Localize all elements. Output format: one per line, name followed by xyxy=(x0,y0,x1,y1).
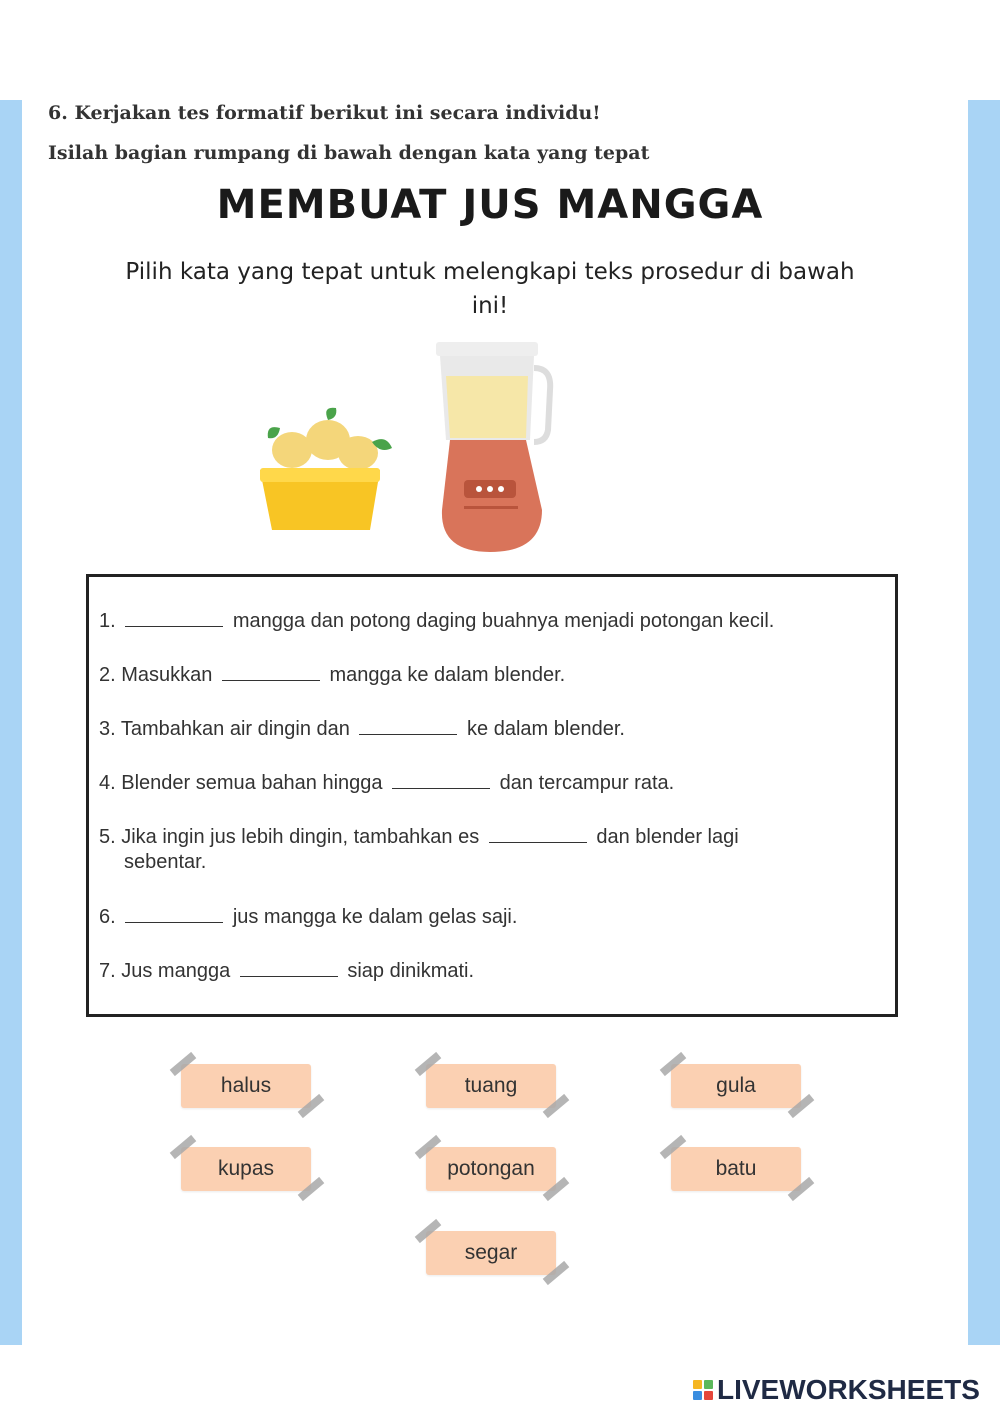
step-3 xyxy=(99,717,625,742)
step-2 xyxy=(99,663,565,688)
procedure-box xyxy=(86,574,898,1017)
step-2-before: 2. Masukkan xyxy=(99,664,213,686)
worksheet-title: MEMBUAT JUS MANGGA xyxy=(216,182,764,228)
liveworksheets-logo-text: LIVEWORKSHEETS xyxy=(717,1374,980,1405)
word-tag-tuang[interactable]: tuang xyxy=(426,1064,556,1108)
step-2-after: mangga ke dalam blender. xyxy=(329,664,566,686)
step-6 xyxy=(99,905,517,930)
step-7-blank[interactable] xyxy=(240,976,338,977)
mango-blender-illustration xyxy=(250,330,570,560)
step-1-before: 1. xyxy=(99,610,116,632)
step-1-blank[interactable] xyxy=(125,626,223,627)
step-1 xyxy=(99,609,774,634)
liveworksheets-logo xyxy=(693,1374,980,1406)
step-4-blank[interactable] xyxy=(392,788,490,789)
step-5 xyxy=(99,825,739,850)
word-tag-segar[interactable]: segar xyxy=(426,1231,556,1275)
step-4-after: dan tercampur rata. xyxy=(499,772,675,794)
instruction-line-2: Isilah bagian rumpang di bawah dengan kata yang tepat xyxy=(48,142,650,164)
step-1-after: mangga dan potong daging buahnya menjadi potongan kecil. xyxy=(232,610,775,632)
step-5-before: 5. Jika ingin jus lebih dingin, tambahkan es xyxy=(99,826,480,848)
word-tag-gula[interactable]: gula xyxy=(671,1064,801,1108)
left-blue-border xyxy=(0,100,22,1345)
mango-bowl-icon xyxy=(260,408,392,530)
step-5-blank[interactable] xyxy=(489,842,587,843)
step-3-before: 3. Tambahkan air dingin dan xyxy=(99,718,350,740)
liveworksheets-logo-icon xyxy=(693,1380,713,1400)
worksheet-subtitle: Pilih kata yang tepat untuk melengkapi teks prosedur di bawah ini! xyxy=(125,259,855,319)
step-5-continuation: sebentar. xyxy=(124,851,207,873)
step-3-blank[interactable] xyxy=(359,734,457,735)
step-6-blank[interactable] xyxy=(125,922,223,923)
step-4-before: 4. Blender semua bahan hingga xyxy=(99,772,383,794)
step-3-after: ke dalam blender. xyxy=(467,718,625,740)
step-7-after: siap dinikmati. xyxy=(347,960,475,982)
step-7 xyxy=(99,959,474,984)
word-tag-kupas[interactable]: kupas xyxy=(181,1147,311,1191)
step-6-after: jus mangga ke dalam gelas saji. xyxy=(232,906,518,928)
word-tag-potongan[interactable]: potongan xyxy=(426,1147,556,1191)
right-blue-border xyxy=(968,100,1000,1345)
step-6-before: 6. xyxy=(99,906,116,928)
instruction-line-1: 6. Kerjakan tes formatif berikut ini secara individu! xyxy=(48,102,601,124)
step-7-before: 7. Jus mangga xyxy=(99,960,231,982)
word-tag-batu[interactable]: batu xyxy=(671,1147,801,1191)
word-tag-halus[interactable]: halus xyxy=(181,1064,311,1108)
step-4 xyxy=(99,771,674,796)
blender-icon xyxy=(436,342,550,552)
step-2-blank[interactable] xyxy=(222,680,320,681)
step-5-after: dan blender lagi xyxy=(596,826,739,848)
